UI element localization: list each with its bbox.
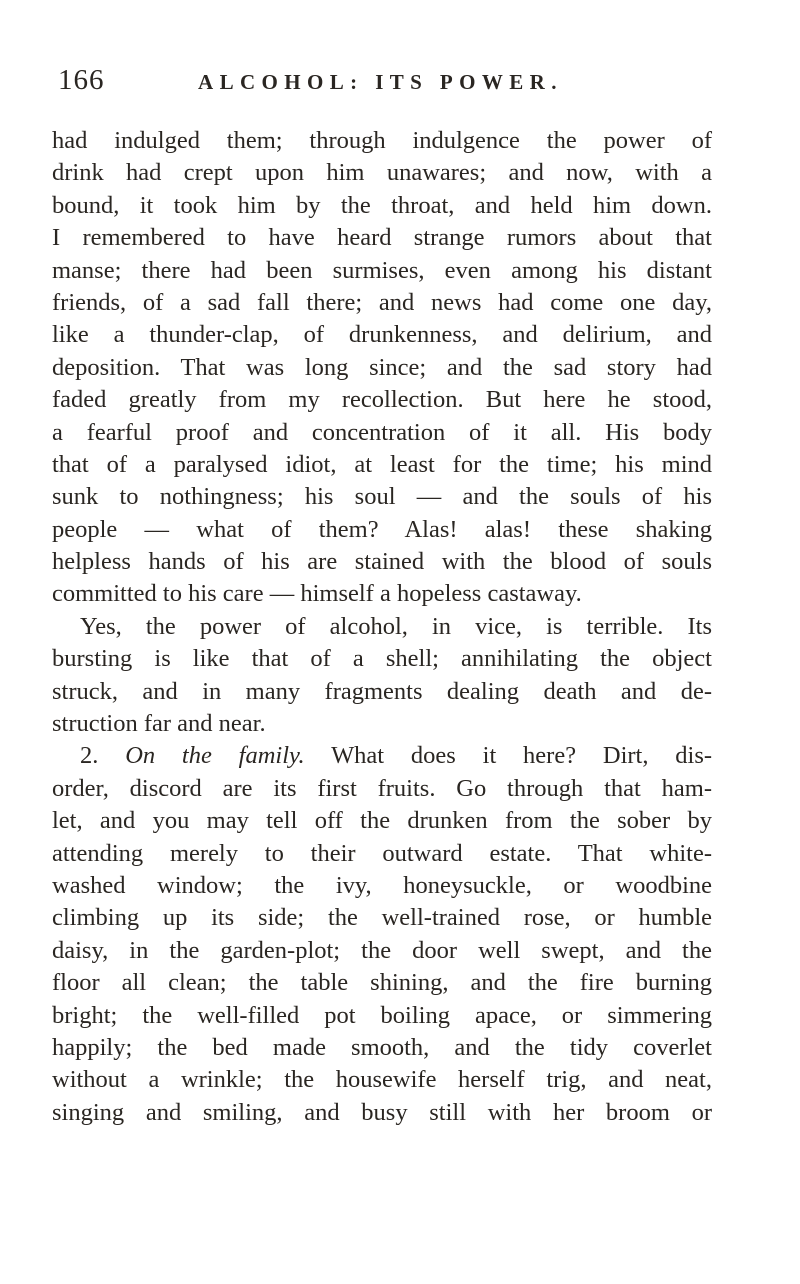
text-line: that of a paralysed idiot, at least for the time; his mind (52, 450, 712, 478)
text-line: attending merely to their outward estate. That white- (52, 839, 712, 867)
running-head (58, 60, 748, 100)
text-line: happily; the bed made smooth, and the tidy coverlet (52, 1033, 712, 1061)
text-line: like a thunder-clap, of drunkenness, and delirium, and (52, 321, 712, 349)
section-number: 2. (80, 742, 99, 770)
text-line: had indulged them; through indulgence the power of (52, 127, 712, 154)
text-line: helpless hands of his are stained with the blood of souls (52, 548, 712, 576)
text-line: singing and smiling, and busy still with her broom or (52, 1098, 712, 1126)
text-line: struck, and in many fragments dealing death and de- (52, 677, 712, 705)
text-line: climbing up its side; the well-trained rose, or humble (52, 904, 712, 932)
text-line: I remembered to have heard strange rumors about that (52, 224, 712, 252)
section-lead-text: What does it here? Dirt, dis- (331, 742, 713, 770)
text-line: bursting is like that of a shell; annihilating the object (52, 645, 712, 673)
text-line: people — what of them? Alas! alas! these shaking (52, 515, 712, 543)
text-line: daisy, in the garden-plot; the door well swept, and the (52, 936, 712, 964)
text-line: bound, it took him by the throat, and held him down. (52, 191, 712, 219)
text-line: without a wrinkle; the housewife herself trig, and neat, (52, 1066, 712, 1094)
text-line: struction far and near. (52, 710, 266, 738)
text-line: manse; there had been surmises, even among his distant (52, 256, 712, 284)
section-lead-line (52, 740, 712, 772)
text-line: friends, of a sad fall there; and news had come one day, (52, 288, 712, 316)
text-line: let, and you may tell off the drunken from the sober by (52, 807, 712, 835)
text-line: committed to his care — himself a hopeless castaway. (52, 580, 582, 608)
paragraph-start-line: Yes, the power of alcohol, in vice, is terrible. Its (80, 612, 712, 640)
text-line: washed window; the ivy, honeysuckle, or woodbine (52, 871, 712, 899)
text-line: a fearful proof and concentration of it all. His body (52, 418, 712, 446)
page-number: 166 (58, 64, 105, 96)
body-text (52, 125, 712, 1129)
section-heading-italic: On the family. (125, 742, 305, 770)
text-line: floor all clean; the table shining, and the fire burning (52, 969, 712, 997)
text-line: deposition. That was long since; and the sad story had (52, 353, 712, 381)
text-line: sunk to nothingness; his soul — and the souls of his (52, 483, 712, 511)
running-title: ALCOHOL: ITS POWER. (198, 70, 563, 94)
text-line: faded greatly from my recollection. But here he stood, (52, 386, 712, 414)
text-line: drink had crept upon him unawares; and now, with a (52, 159, 712, 187)
text-line: bright; the well-filled pot boiling apace, or simmering (52, 1001, 712, 1029)
text-line: order, discord are its first fruits. Go through that ham- (52, 774, 712, 802)
